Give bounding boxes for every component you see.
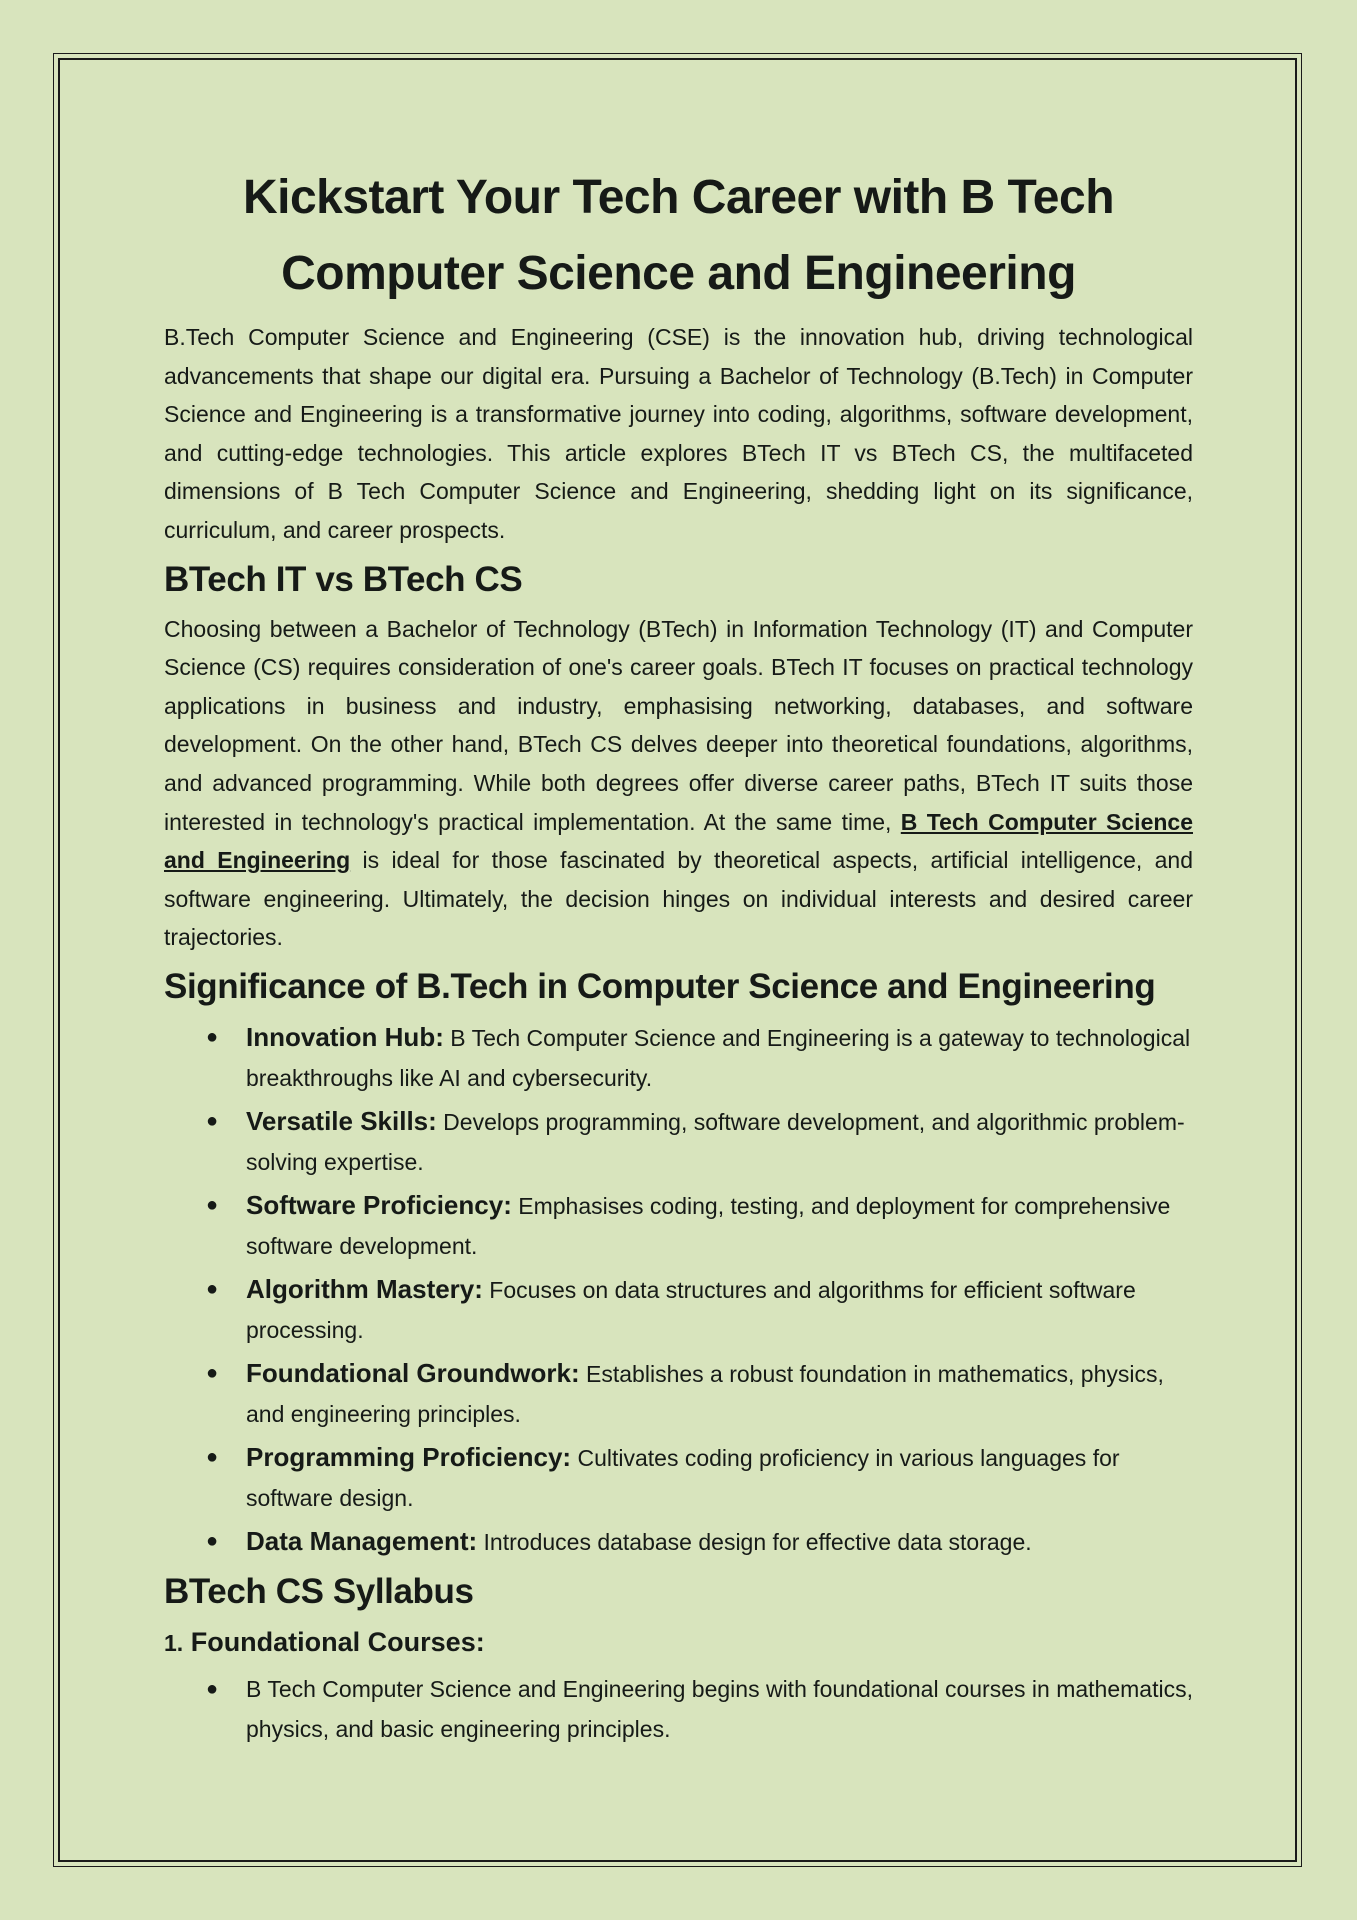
btech-cse-link[interactable]: B Tech Computer Science and Engineering: [164, 808, 1193, 874]
page-title: Kickstart Your Tech Career with B Tech Computer Science and Engineering: [242, 171, 1115, 300]
it-vs-cs-text-before-link: Choosing between a Bachelor of Technology (BTech) in Information Technology (IT) and Computer Science (CS) requires consideration of one's career goals. BTech IT focuses on practical technology applications in business and industry, emphasising networking, databases, and software development. On the other hand, BTech CS delves deeper into theoretical foundations, algorithms, and advanced programming. While both degrees offer diverse career paths, BTech IT suits those interested in technology's practical implementation. At the same time,: [164, 615, 1193, 835]
section-heading-syllabus: BTech CS Syllabus: [164, 1571, 474, 1611]
list-item: [164, 1269, 1193, 1350]
list-item-term: Software Proficiency:: [246, 1189, 512, 1220]
list-item: [164, 1353, 1193, 1434]
document-body: [164, 160, 1193, 1755]
syllabus-list: [164, 1669, 1193, 1749]
it-vs-cs-paragraph: [164, 610, 1193, 957]
list-item-text: Establishes a robust foundation in mathematics, physics, and engineering principles.: [246, 1360, 1164, 1427]
list-item: [164, 1017, 1193, 1098]
list-item-text: B Tech Computer Science and Engineering is a gateway to technological breakthroughs like AI and cybersecurity.: [246, 1024, 1191, 1091]
list-item-term: Versatile Skills:: [246, 1105, 437, 1136]
list-item: [164, 1437, 1193, 1518]
list-item: [164, 1521, 1193, 1562]
syllabus-subheading: [164, 1622, 1193, 1663]
bullet-icon: ●: [206, 1529, 219, 1552]
section-heading-it-vs-cs: BTech IT vs BTech CS: [164, 559, 523, 599]
list-item: [164, 1101, 1193, 1182]
significance-list: [164, 1017, 1193, 1562]
subheading-number: 1.: [164, 1629, 184, 1656]
it-vs-cs-text-after-link: is ideal for those fascinated by theoretical aspects, artificial intelligence, and software engineering. Ultimately, the decision hinges on individual interests and desired career trajectories.: [164, 847, 1193, 951]
list-item: [164, 1669, 1193, 1749]
list-item-term: Algorithm Mastery:: [246, 1273, 483, 1304]
list-item-text: Emphasises coding, testing, and deployment for comprehensive software development.: [246, 1192, 1171, 1259]
list-item-term: Programming Proficiency:: [246, 1441, 572, 1472]
list-item-term: Foundational Groundwork:: [246, 1357, 580, 1388]
intro-paragraph: B.Tech Computer Science and Engineering (CSE) is the innovation hub, driving technological advancements that shape our digital era. Pursuing a Bachelor of Technology (B.Tech) in Computer Science and Engineering is a transformative journey into coding, algorithms, software development, and cutting-edge technologies. This article explores BTech IT vs BTech CS, the multifaceted dimensions of B Tech Computer Science and Engineering, shedding light on its significance, curriculum, and career prospects.: [164, 324, 1193, 543]
list-item-term: Innovation Hub:: [246, 1021, 444, 1052]
bullet-icon: ●: [206, 1445, 219, 1468]
subheading-text: Foundational Courses:: [190, 1626, 485, 1657]
list-item-text: Cultivates coding proficiency in various languages for software design.: [246, 1444, 1120, 1511]
bullet-icon: ●: [206, 1109, 219, 1132]
list-item-text: B Tech Computer Science and Engineering begins with foundational courses in mathematics, physics, and basic engineering principles.: [246, 1675, 1193, 1742]
bullet-icon: ●: [206, 1277, 219, 1300]
bullet-icon: ●: [206, 1677, 219, 1700]
bullet-icon: ●: [206, 1193, 219, 1216]
list-item: [164, 1185, 1193, 1266]
list-item-text: Introduces database design for effective data storage.: [477, 1528, 1032, 1555]
bullet-icon: ●: [206, 1025, 219, 1048]
section-heading-significance: Significance of B.Tech in Computer Science and Engineering: [164, 966, 1156, 1006]
list-item-text: Develops programming, software development, and algorithmic problem-solving expertise.: [246, 1108, 1185, 1175]
bullet-icon: ●: [206, 1361, 219, 1384]
list-item-term: Data Management:: [246, 1525, 478, 1556]
list-item-text: Focuses on data structures and algorithms for efficient software processing.: [246, 1276, 1136, 1343]
